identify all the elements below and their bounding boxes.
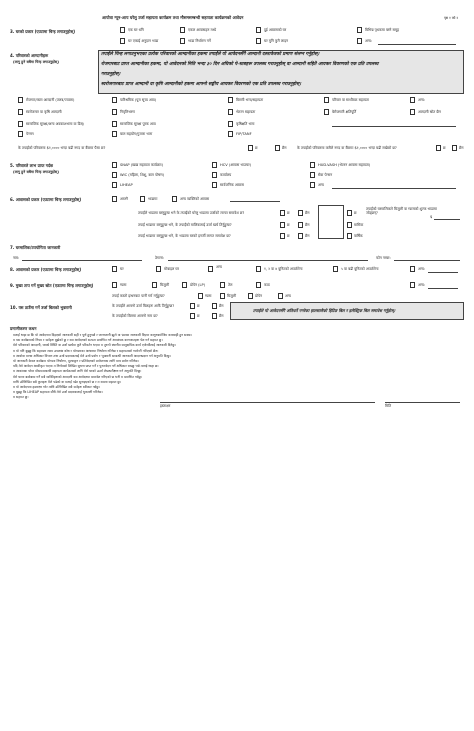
- income-label: आम्दानी स्रोत छैन: [418, 110, 441, 114]
- bill-note: [230, 302, 464, 320]
- fuel-propane-checkbox[interactable]: [182, 282, 187, 288]
- housing-rent-checkbox[interactable]: [180, 38, 185, 44]
- landlord-phone-label: फोन नम्बर:: [376, 256, 391, 260]
- benefit-label: HUD-VASH (भेटरन आवास सहायता): [318, 163, 371, 167]
- water-electric-label: बिजुली: [227, 294, 237, 298]
- landlord-name-field[interactable]: [22, 260, 142, 261]
- income-note-line-1: तपाईंले चिन्ह लगाउनुभएका प्रत्येक परिवारको आम्दानीका हकमा तपाईंले यो आवेदनसँगै आम्दानी दस्तावेजको प्रमाण संलग्न गर्नुहोस्।: [101, 52, 320, 57]
- cash-q1-yes-checkbox[interactable]: [248, 145, 253, 151]
- benefit-checkbox[interactable]: [212, 182, 217, 188]
- residence-rent-label: भाडामा: [148, 197, 158, 201]
- fuel-electric-label: बिजुली: [160, 283, 170, 287]
- section-10-label: 10. यस ठाउँमा गर्ने उर्जा बिलको भुक्तानी: [10, 305, 72, 310]
- section-6-label: 6. आवासको प्रकार (एउटामा चिन्ह लगाउनुहोस्): [10, 197, 82, 202]
- housing-rent-label: भाडा निर्धारण गर्ने: [188, 39, 211, 43]
- fuel-oil-label: तेल: [228, 283, 233, 287]
- cert-line: यदि मेरो आवेदन अस्वीकृत भएमा म निर्णयको लिखित सूचना प्राप्त गर्ने र पुनरावेदन गर्ने अधिकार राख्छु भन्ने मलाई थाहा छ।: [13, 364, 159, 369]
- dwelling-apt-small-checkbox[interactable]: [256, 266, 261, 272]
- income-proof-note: [98, 50, 464, 94]
- no-label: छैन: [305, 234, 310, 238]
- benefit-checkbox[interactable]: [112, 182, 117, 188]
- housing-other-label: अन्य:: [365, 39, 373, 43]
- residence-own-checkbox[interactable]: [112, 196, 117, 202]
- bill-question-2: के तपाईंको बिलमा आफ्नो नाम छ?: [112, 314, 158, 318]
- landlord-address-label: ठेगाना:: [155, 256, 165, 260]
- housing-single-label: एकल आवासहरु मध्ये: [188, 28, 217, 32]
- cash-q2-yes-checkbox[interactable]: [436, 145, 441, 151]
- cert-line: माथि उल्लिखित सबै कुराहरू मैले पढेको वा मलाई पढेर सुनाइएको छ र म यसमा सहमत छु।: [13, 379, 121, 384]
- income-checkbox[interactable]: [18, 131, 23, 137]
- water-heat-question: तपाईं कस्तो इन्धनबाट पानी गर्म गर्नुहुन्छ?: [112, 294, 165, 298]
- dwelling-other2-label: अन्य:: [418, 267, 426, 271]
- housing-multi-checkbox[interactable]: [120, 38, 125, 44]
- income-note-line-2: रोजगारबाट प्राप्त आम्दानीका हकमा, यो आवेदनको मिति भन्दा ३० दिन अघिको पे-स्टबहरू उपलब्ध गराउनुहोस् वा आम्दानी सहितै आयकर विवरणको एक प्रति उपलब्ध: [101, 62, 379, 67]
- landlord-address-field[interactable]: [168, 260, 368, 261]
- cert-line: म यो आवेदनमा हस्ताक्षर गरेर माथि उल्लिखित सबै सर्तहरू स्वीकार गर्दछु।: [13, 385, 100, 390]
- rent-question-3: तपाईं भाडामा बस्नुहुन्छ भने, के भाडामा घरको इनर्जी लागत समावेश छ?: [138, 234, 231, 238]
- benefit-checkbox[interactable]: [310, 172, 315, 178]
- residence-other-checkbox[interactable]: [172, 196, 177, 202]
- income-checkbox[interactable]: [228, 121, 233, 127]
- benefit-checkbox[interactable]: [212, 162, 217, 168]
- lease-yes-checkbox[interactable]: [347, 210, 352, 216]
- lease-yearly-label: वार्षिक: [354, 234, 363, 238]
- rent-amount-box[interactable]: [318, 205, 344, 239]
- page-number: पृष्ठ १ को २: [444, 16, 459, 20]
- cert-line: म आवश्यक परेमा मौसमसम्बन्धी सहायता कार्यक्रमको लागि मेरो घरको ऊर्जा लेखापरीक्षण गर्न अनुमति दिन्छु।: [13, 369, 142, 374]
- water-propane-checkbox[interactable]: [248, 293, 253, 299]
- section-8-label: 8. आवासको प्रकार (एउटामा चिन्ह लगाउनुहोस्): [10, 267, 82, 272]
- no-label: छैन: [305, 211, 310, 215]
- income-label: बाल सहयोग/गुजारा भत्ता: [120, 132, 153, 136]
- section-5-sublabel: (लागु हुने सबैमा चिन्ह लगाउनुहोस्): [13, 170, 59, 174]
- cert-line: मलाई थाहा छ कि यो आवेदनमा दिइएको जानकारी सही र पूर्ण हुनुपर्छ र जानाजानी झुटो वा भ्रामक जानकारी दिएमा कानुनबमोजिम कारबाही हुन सक्छ।: [13, 333, 192, 337]
- housing-line-label: घर मुनि कुनै लाइन: [264, 39, 288, 43]
- income-label: सामाजिक सुरक्षा पूरक आय: [120, 122, 156, 126]
- income-checkbox[interactable]: [112, 97, 117, 103]
- yes-label: छ: [443, 146, 446, 150]
- yes-label: छ: [287, 234, 290, 238]
- benefit-checkbox[interactable]: [112, 162, 117, 168]
- income-checkbox[interactable]: [18, 109, 23, 115]
- rent-q3-yes-checkbox[interactable]: [280, 233, 285, 239]
- residence-other-field[interactable]: [230, 201, 280, 202]
- certification-heading: प्रमाणीकरण कथन: [10, 326, 37, 331]
- bill-question-1: के तपाईंले आफ्नो उर्जा बिलहरू आफैं तिर्नुहुन्छ?: [112, 304, 175, 308]
- benefit-label: कार्यालय: [220, 173, 232, 177]
- cert-line: म आयोवा मानव अधिकार विभाग तथा उर्जा प्रदायकलाई मेरो उर्जा प्रयोग र भुक्तानी सम्बन्धी जानकारी आदानप्रदान गर्न अनुमति दिन्छु।: [13, 353, 171, 358]
- housing-multi-label: घर एकाई अनुदान भाडा: [128, 39, 159, 43]
- dwelling-house-label: घर: [120, 267, 124, 271]
- section-5-label: 5. परिवारले लाभ प्राप्त गर्दछ: [10, 163, 53, 168]
- yes-label: छ: [197, 304, 200, 308]
- yes-label: छ: [354, 211, 357, 215]
- housing-group-label: बिभिन्न पृथकमा बस्ने समूह: [365, 28, 399, 32]
- cert-line: मेरो घरमा बसोबास गर्ने सबै व्यक्तिहरूको आम्दानी यस आवेदनमा समावेश गरिएको छ भनी म प्रमाणित गर्दछु।: [13, 374, 143, 379]
- yes-label: छ: [197, 314, 200, 318]
- fuel-wood-label: काठ: [264, 283, 270, 287]
- fuel-propane-label: प्रोपेन (LP): [190, 283, 206, 287]
- section-4-label: 4. परिवारको आम्दानीहरू: [10, 53, 49, 58]
- no-label: छैन: [282, 146, 287, 150]
- income-label: रोजगार/काम आम्दानी (तलब/ज्याला): [26, 98, 75, 102]
- lease-monthly-label: मासिक: [354, 223, 364, 227]
- dwelling-house-checkbox[interactable]: [112, 266, 117, 272]
- fuel-gas-label: ग्यास: [120, 283, 127, 287]
- income-note-line-3: गराउनुहोस्।: [101, 72, 121, 77]
- cert-line: म यो पनि बुझ्छु कि सहायता रकम उपलब्ध कोष र योग्यताका आधारमा निर्धारण गरिनेछ र सहायताको ग्यारेन्टी गरिएको छैन।: [13, 348, 159, 353]
- yes-label: छ: [255, 146, 258, 150]
- water-propane-label: प्रोपेन: [255, 294, 263, 298]
- dwelling-apt-large-label: ५ वा बढी युनिटको अपार्टमेन्ट: [341, 267, 379, 271]
- fuel-oil-checkbox[interactable]: [220, 282, 225, 288]
- dwelling-mobile-checkbox[interactable]: [156, 266, 161, 272]
- bill-q2-no-checkbox[interactable]: [212, 313, 217, 319]
- benefit-other-field[interactable]: [332, 188, 456, 189]
- income-label: सामाजिक सुरक्षा/अन्य अवकाशभत्ता वा डिस्।: [26, 122, 85, 126]
- bill-note-text: तपाईंले यो आवेदनसँगै अतिथर्ते नगरेका हालसालैको हिटिङ बिल र इलेक्ट्रिक बिल समावेश गर्नुहोस्।: [253, 308, 396, 313]
- landlord-phone-field[interactable]: [394, 260, 460, 261]
- section-9-label: 9. मुख्य ताप गर्ने मुख्य स्रोत (एउटामा चिन्ह लगाउनुहोस्): [10, 283, 94, 288]
- fuel-wood-checkbox[interactable]: [256, 282, 261, 288]
- dwelling-apt-large-checkbox[interactable]: [333, 266, 338, 272]
- section-3-label: 3. घरको प्रकार (एउटामा चिन्ह लगाउनुहोस्): [10, 29, 76, 34]
- water-gas-label: ग्यास: [205, 294, 212, 298]
- section-4-sublabel: (लागु हुने सबैमा चिन्ह लगाउनुहोस्): [13, 60, 59, 64]
- benefit-label: LIHEAP: [120, 183, 133, 187]
- income-checkbox[interactable]: [228, 131, 233, 137]
- residence-other-label: अन्य व्यक्तिको आवास: [180, 197, 210, 201]
- cert-line: म सहमत छु।: [13, 395, 29, 400]
- income-label: परिवार वा साथीबाट सहायता: [332, 98, 369, 102]
- dwelling-other-checkbox[interactable]: [208, 266, 213, 272]
- benefit-label: HCV (आवास भाउचर): [220, 163, 251, 167]
- income-checkbox[interactable]: [18, 97, 23, 103]
- income-label: बिरामी भत्ता/सहायता: [236, 98, 264, 102]
- amount-sign: $: [430, 215, 433, 219]
- no-label: छैन: [219, 314, 224, 318]
- water-other-checkbox[interactable]: [278, 293, 283, 299]
- water-other-label: अन्य: [285, 294, 291, 298]
- income-note-line-4: स्वरोजगारबाट प्राप्त आम्दानी वा कृषि आम्दानीको हकमा आफ्नो सङ्घीय आयकर विवरणको एक प्रति उपलब्ध गराउनुहोस्।: [101, 82, 301, 87]
- benefit-checkbox[interactable]: [310, 182, 315, 188]
- signature-label: हस्ताक्षर: [160, 404, 171, 408]
- housing-two-label: दुई आवासको घर: [264, 28, 287, 32]
- lease-monthly-checkbox[interactable]: [347, 222, 352, 228]
- rent-question-1: तपाईंले भाडामा बस्नुहुन्छ भने के तपाईंको घरेलु भाडामा उर्जाको लागत समावेश छ?: [138, 211, 245, 215]
- income-checkbox[interactable]: [18, 121, 23, 127]
- income-label: भेटरन सहायता: [236, 110, 256, 114]
- housing-other-checkbox[interactable]: [357, 38, 362, 44]
- cash-q1-no-checkbox[interactable]: [275, 145, 280, 151]
- landlord-question: तपाईंको घरमालिकले बिजुली वा ग्यासको शुल्क भाडामा जोड्छन्?: [366, 207, 437, 216]
- rent-q1-no-checkbox[interactable]: [298, 210, 303, 216]
- cert-line: यो जानकारी केवल कार्यक्रम योग्यता निर्धारण, मूल्याङ्कन र प्रतिवेदनको प्रयोजनका लागि मात्र प्रयोग गरिनेछ।: [13, 359, 139, 364]
- bill-q1-no-checkbox[interactable]: [212, 303, 217, 309]
- dwelling-other2-checkbox[interactable]: [410, 266, 415, 272]
- rent-question-2: तपाईं भाडामा बस्नुहुन्छ भने, के तपाईंको मालिकलाई उर्जा खर्च तिर्नुहुन्छ?: [138, 223, 232, 227]
- yes-label: छ: [287, 223, 290, 227]
- lease-yearly-checkbox[interactable]: [347, 233, 352, 239]
- income-checkbox[interactable]: [324, 97, 329, 103]
- date-field[interactable]: [385, 402, 460, 403]
- benefit-label: अन्य: [318, 183, 324, 187]
- income-label: कृषिक्षति भत्ता: [236, 122, 255, 126]
- benefit-checkbox[interactable]: [112, 172, 117, 178]
- benefit-label: SNAP (खाद्य सहायता कार्यक्रम): [120, 163, 163, 167]
- dwelling-apt-small-label: १, २ वा ४ युनिटको अपार्टमेन्ट: [264, 267, 303, 271]
- income-label: निवृत्तिभरण: [120, 110, 135, 114]
- yes-label: छ: [287, 211, 290, 215]
- dwelling-other-label: अन्य: [216, 265, 222, 269]
- no-label: छैन: [219, 304, 224, 308]
- signature-field[interactable]: [160, 402, 375, 403]
- dwelling-mobile-label: मोबाइल घर: [164, 267, 179, 271]
- water-gas-checkbox[interactable]: [198, 293, 203, 299]
- residence-own-label: आफ्नै: [120, 197, 128, 201]
- benefit-checkbox[interactable]: [212, 172, 217, 178]
- benefit-label: WIC (महिला, शिशु, बाल पोषण): [120, 173, 165, 177]
- rent-q2-no-checkbox[interactable]: [298, 222, 303, 228]
- income-label: अन्य:: [418, 98, 426, 102]
- housing-other-field[interactable]: [378, 44, 456, 45]
- income-checkbox[interactable]: [410, 109, 415, 115]
- section-7-label: 7. घरमालिक/उपयोगिता जानकारी: [10, 245, 61, 250]
- fuel-other-checkbox[interactable]: [410, 282, 415, 288]
- cash-question-2: के तपाईंको परिवारमा कसैले नगद वा बैंकमा $१,०००० भन्दा बढी राखेको छ?: [297, 146, 397, 150]
- housing-owner-label: एक घर धनि: [128, 28, 144, 32]
- income-label: पारिश्रमिक (पूरा सूच्य आय): [120, 98, 157, 102]
- cash-question-1: के तपाईंको परिवारमा $१,०००० भन्दा बढी नगद वा बैंकमा पैसा छ?: [18, 146, 106, 150]
- housing-group-checkbox[interactable]: [357, 27, 362, 33]
- fuel-other-label: अन्य:: [418, 283, 426, 287]
- benefit-label: सार्वजनिक आवास: [220, 183, 244, 187]
- form-title: आयोवा न्यून-आय घरेलु उर्जा सहायता कार्यक्रम तथा मौसमसम्बन्धी सहायता कार्यक्रमको आवेदन: [102, 15, 244, 20]
- rent-q3-no-checkbox[interactable]: [298, 233, 303, 239]
- cash-q2-no-checkbox[interactable]: [452, 145, 457, 151]
- cert-line: मेरो परिवारको आम्दानी, घरको स्थिति वा उर्जा खर्चमा कुनै परिवर्तन भएमा म तुरुन्तै स्थानीय सामुदायिक कार्य एजेन्सीलाई जानकारी दिनेछु।: [13, 343, 176, 348]
- amount-field[interactable]: [434, 219, 460, 220]
- fuel-other-field[interactable]: [428, 288, 458, 289]
- income-checkbox[interactable]: [112, 121, 117, 127]
- income-label: बेरोजगारी क्षतिपूर्ति: [332, 110, 357, 114]
- income-checkbox[interactable]: [112, 131, 117, 137]
- cert-line: म बुझ्छु कि LIHEAP सहायता सीधै मेरो उर्जा प्रदायकलाई भुक्तानी गरिनेछ।: [13, 390, 103, 395]
- rent-q2-yes-checkbox[interactable]: [280, 222, 285, 228]
- income-checkbox[interactable]: [228, 97, 233, 103]
- housing-line-checkbox[interactable]: [256, 38, 261, 44]
- benefit-label: सेवा पेन्सन: [318, 173, 333, 177]
- water-electric-checkbox[interactable]: [220, 293, 225, 299]
- dwelling-other-field[interactable]: [428, 272, 458, 273]
- income-label: स्वरोजगार वा कृषि आम्दानी: [26, 110, 62, 114]
- bill-q1-yes-checkbox[interactable]: [190, 303, 195, 309]
- fuel-gas-checkbox[interactable]: [112, 282, 117, 288]
- date-label: मिति: [385, 404, 392, 408]
- residence-rent-checkbox[interactable]: [140, 196, 145, 202]
- no-label: छैन: [305, 223, 310, 227]
- bill-q2-yes-checkbox[interactable]: [190, 313, 195, 319]
- housing-two-checkbox[interactable]: [256, 27, 261, 33]
- income-checkbox[interactable]: [112, 109, 117, 115]
- income-checkbox[interactable]: [228, 109, 233, 115]
- benefit-checkbox[interactable]: [310, 162, 315, 168]
- income-label: पेन्सन: [26, 132, 34, 136]
- income-checkbox[interactable]: [410, 97, 415, 103]
- income-other-field[interactable]: [332, 126, 456, 127]
- income-checkbox[interactable]: [324, 109, 329, 115]
- housing-single-checkbox[interactable]: [180, 27, 185, 33]
- income-label: FIP/TANF: [236, 132, 252, 136]
- fuel-electric-checkbox[interactable]: [152, 282, 157, 288]
- certification-text: [13, 333, 459, 401]
- housing-owner-checkbox[interactable]: [120, 27, 125, 33]
- no-label: छैन: [459, 146, 464, 150]
- rent-q1-yes-checkbox[interactable]: [280, 210, 285, 216]
- cert-line: म यस कार्यक्रमको नियम र सर्तहरू बुझेको छु र यस आवेदनको सत्यता प्रमाणित गर्न आवश्यक कागजातहरू पेश गर्न सहमत छु।: [13, 338, 163, 343]
- landlord-name-label: नाम:: [13, 256, 20, 260]
